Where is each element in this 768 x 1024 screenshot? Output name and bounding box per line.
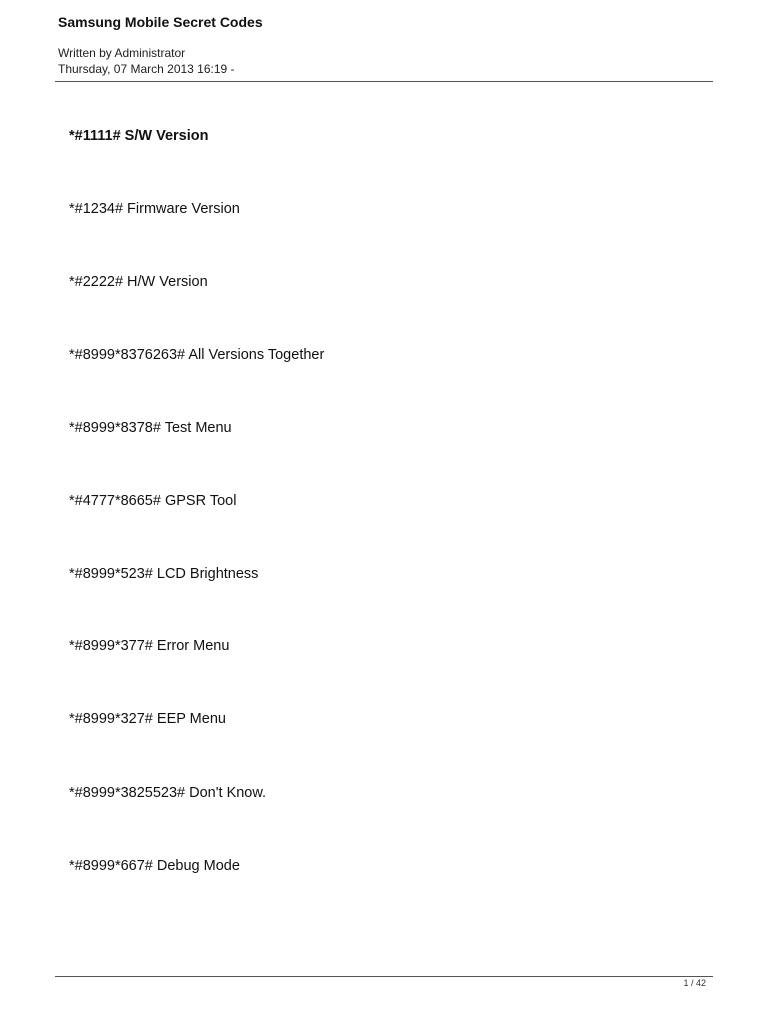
page-number: 1 / 42 (683, 978, 706, 988)
code-item: *#8999*377# Error Menu (69, 638, 230, 654)
footer-divider (55, 976, 713, 977)
code-item: *#8999*523# LCD Brightness (69, 566, 259, 582)
page-title: Samsung Mobile Secret Codes (58, 14, 263, 30)
author-line: Written by Administrator (58, 46, 186, 60)
code-item: *#1111# S/W Version (69, 128, 209, 144)
code-item: *#2222# H/W Version (69, 274, 208, 290)
code-item: *#8999*327# EEP Menu (69, 711, 226, 727)
code-item: *#8999*8376263# All Versions Together (69, 347, 325, 363)
code-item: *#8999*667# Debug Mode (69, 858, 240, 874)
code-item: *#1234# Firmware Version (69, 201, 240, 217)
code-item: *#8999*3825523# Don't Know. (69, 785, 267, 801)
code-item: *#8999*8378# Test Menu (69, 420, 232, 436)
header-divider (55, 81, 713, 82)
date-line: Thursday, 07 March 2013 16:19 - (58, 62, 235, 76)
code-item: *#4777*8665# GPSR Tool (69, 493, 237, 509)
